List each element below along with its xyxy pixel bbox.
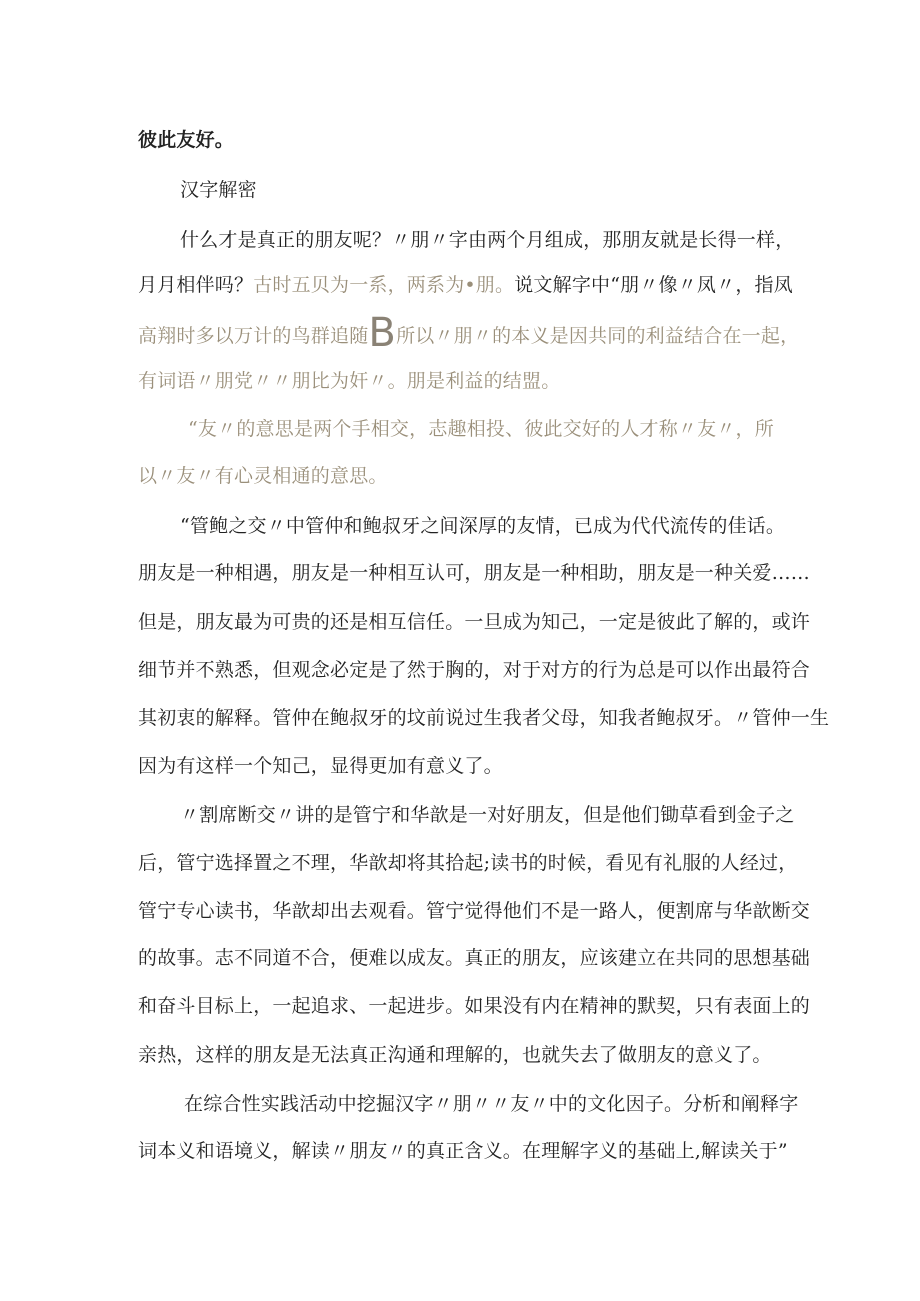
paragraph-line: 因为有这样一个知己，显得更加有意义了。	[138, 755, 503, 777]
scan-artifact-letter: B	[368, 310, 397, 356]
paragraph-line: 以〃友〃有心灵相通的意思。	[138, 465, 388, 487]
paragraph-line: “管鲍之交〃中管仲和鲍叔牙之间深厚的友情，已成为代代流传的佳话。	[180, 515, 786, 537]
paragraph-line: 月月相伴吗？古时五贝为一系，两系为•朋。说文解字中“朋〃像〃凤〃，指凤	[138, 274, 793, 296]
paragraph-line: 词本义和语境义，解读〃朋友〃的真正含义。在理解字义的基础上,解读关于”	[138, 1140, 788, 1162]
paragraph-line: “友〃的意思是两个手相交，志趣相投、彼此交好的人才称〃友〃，所	[188, 418, 774, 440]
paragraph-line: 朋友是一种相遇，朋友是一种相互认可，朋友是一种相助，朋友是一种关爱……	[138, 562, 811, 584]
paragraph-line: 的故事。志不同道不合，便难以成友。真正的朋友，应该建立在共同的思想基础	[138, 947, 811, 969]
paragraph-line: 高翔时多以万计的鸟群追随B所以〃朋〃的本义是因共同的利益结合在一起，	[138, 310, 800, 356]
paragraph-line: 细节并不熟悉，但观念必定是了然于胸的，对于对方的行为总是可以作出最符合	[138, 659, 811, 681]
paragraph-line: 其初衷的解释。管仲在鲍叔牙的坟前说过生我者父母，知我者鲍叔牙。〃管仲一生	[138, 707, 830, 729]
paragraph-line: 在综合性实践活动中挖掘汉字〃朋〃〃友〃中的文化因子。分析和阐释字	[184, 1093, 799, 1115]
paragraph-line: 〃割席断交〃讲的是管宁和华歆是一对好朋友，但是他们锄草看到金子之	[180, 804, 795, 826]
section-heading: 汉字解密	[180, 179, 257, 201]
paragraph-line: 有词语〃朋党〃〃朋比为奸〃。朋是利益的结盟。	[138, 370, 561, 392]
faded-text: 古时五贝为一系，两系为•朋。	[253, 274, 515, 296]
paragraph-line: 但是，朋友最为可贵的还是相互信任。一旦成为知己，一定是彼此了解的，或许	[138, 611, 811, 633]
paragraph-line: 亲热，这样的朋友是无法真正沟通和理解的，也就失去了做朋友的意义了。	[138, 1044, 772, 1066]
paragraph-line: 后，管宁选择置之不理，华歆却将其拾起;读书的时候，看见有礼服的人经过，	[138, 852, 798, 874]
paragraph-line: 和奋斗目标上，一起追求、一起进步。如果没有内在精神的默契，只有表面上的	[138, 995, 811, 1017]
continuation-line: 彼此友好。	[138, 129, 235, 151]
paragraph-line: 管宁专心读书，华歆却出去观看。管宁觉得他们不是一路人，便割席与华歆断交	[138, 900, 811, 922]
paragraph-line: 什么才是真正的朋友呢？〃朋〃字由两个月组成，那朋友就是长得一样，	[180, 229, 795, 251]
